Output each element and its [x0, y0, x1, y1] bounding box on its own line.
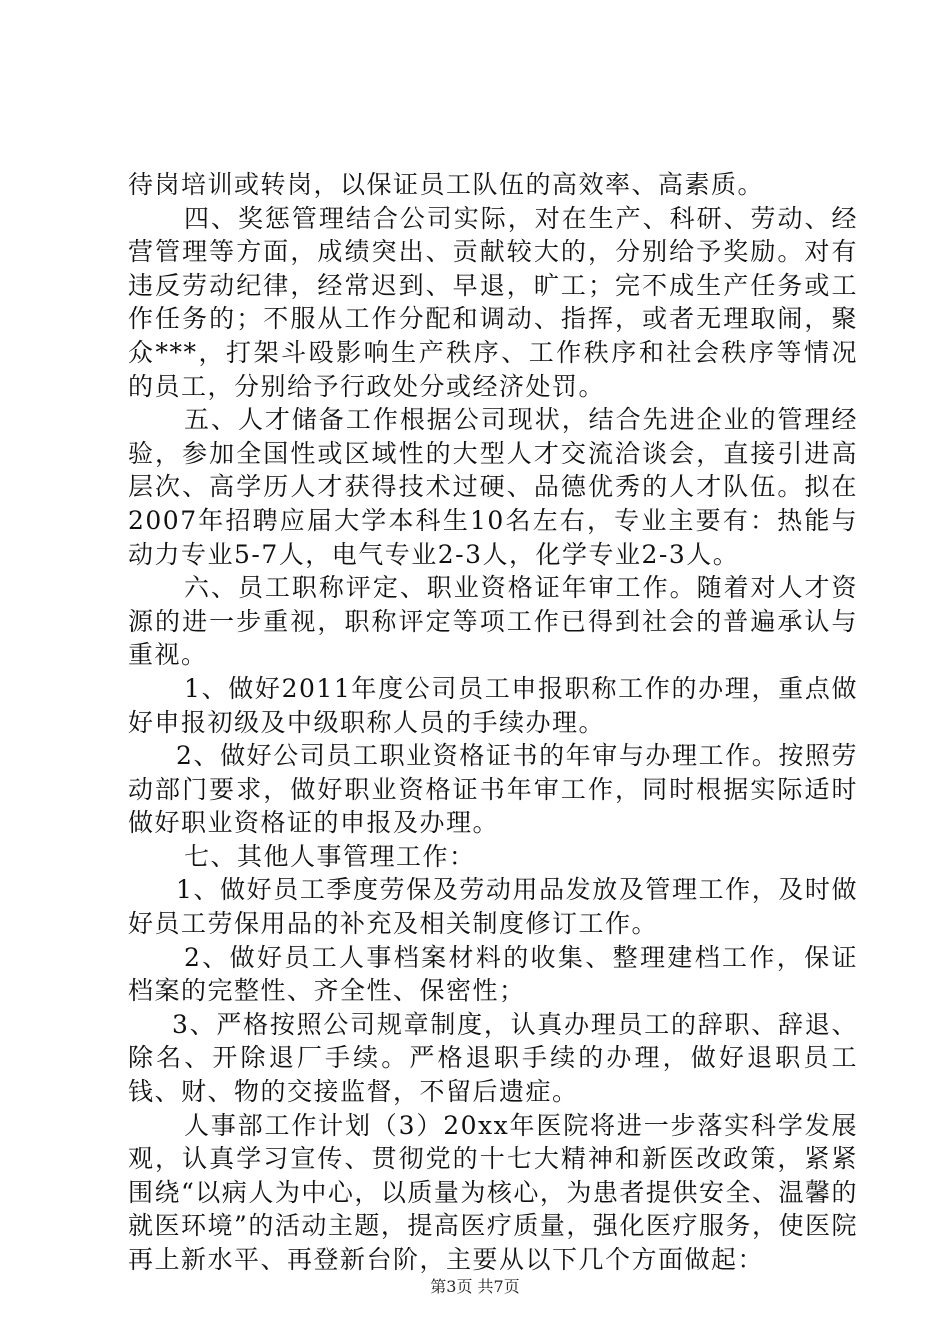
paragraph-item-2-personnel-files: 2、做好员工人事档案材料的收集、整理建档工作，保证档案的完整性、齐全性、保密性； — [128, 942, 858, 1006]
document-body — [128, 168, 858, 1277]
paragraph-hr-plan-3: 人事部工作计划（3）20xx年医院将进一步落实科学发展观，认真学习宣传、贯彻党的十七大精神和新医改政策，紧紧围绕“以病人为中心，以质量为核心，为患者提供安全、温馨的就医环境”的活动主题，提高医疗质量，强化医疗服务，使医院再上新水平、再登新台阶，主要从以下几个方面做起： — [128, 1110, 858, 1274]
paragraph-item-3-resignation: 3、严格按照公司规章制度，认真办理员工的辞职、辞退、除名、开除退厂手续。严格退职手续的办理，做好退职员工钱、财、物的交接监督，不留后遗症。 — [128, 1009, 858, 1107]
paragraph-talent-reserve: 五、人才储备工作根据公司现状，结合先进企业的管理经验，参加全国性或区域性的大型人才交流洽谈会，直接引进高层次、高学历人才获得技术过硬、品德优秀的人才队伍。拟在2007年招聘应届大学本科生10名左右，专业主要有：热能与动力专业5-7人，电气专业2-3人，化学专业2-3人。 — [128, 405, 858, 569]
paragraph-rewards-penalties: 四、奖惩管理结合公司实际，对在生产、科研、劳动、经营管理等方面，成绩突出、贡献较大的，分别给予奖励。对有违反劳动纪律，经常迟到、早退，旷工；完不成生产任务或工作任务的；不服从工作分配和调动、指挥，或者无理取闹，聚众***，打架斗殴影响生产秩序、工作秩序和社会秩序等情况的员工，分别给予行政处分或经济处罚。 — [128, 203, 858, 401]
paragraph-title-evaluation: 六、员工职称评定、职业资格证年审工作。随着对人才资源的进一步重视，职称评定等项工作已得到社会的普遍承认与重视。 — [128, 573, 858, 670]
paragraph-item-1-title-application: 1、做好2011年度公司员工申报职称工作的办理，重点做好申报初级及中级职称人员的手续办理。 — [128, 673, 858, 737]
paragraph-other-hr-work: 七、其他人事管理工作： — [184, 841, 476, 871]
paragraph-item-1-labor-protection: 1、做好员工季度劳保及劳动用品发放及管理工作，及时做好员工劳保用品的补充及相关制度修订工作。 — [128, 875, 858, 939]
paragraph-item-2-certificate-review: 2、做好公司员工职业资格证书的年审与办理工作。按照劳动部门要求，做好职业资格证书年审工作，同时根据实际适时做好职业资格证的申报及办理。 — [128, 741, 858, 838]
paragraph-continuation: 待岗培训或转岗，以保证员工队伍的高效率、高素质。 — [128, 170, 765, 199]
page-number-footer: 第3页 共7页 — [430, 1277, 520, 1296]
